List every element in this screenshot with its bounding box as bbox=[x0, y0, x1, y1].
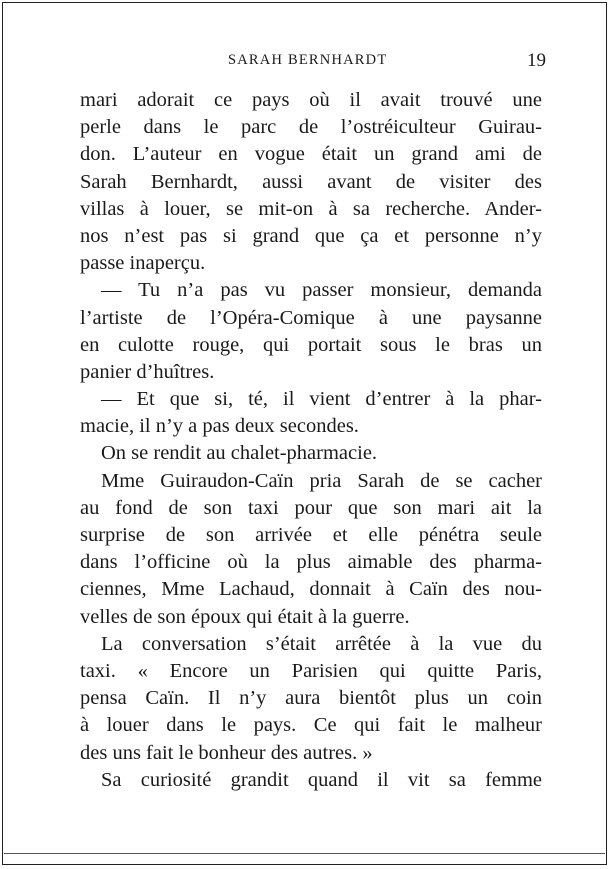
text-line: — Et que si, té, il vient d’entrer à la phar- bbox=[101, 388, 542, 411]
running-head: SARAH BERNHARDT bbox=[228, 52, 388, 68]
text-line: surprise de son arrivée et elle pénétra seule bbox=[80, 524, 542, 546]
text-line: en culotte rouge, qui portait sous le bras un bbox=[80, 333, 542, 356]
text-line: villas à louer, se mit-on à sa recherche. Ander- bbox=[80, 197, 542, 220]
text-line: des uns fait le bonheur des autres. » bbox=[80, 741, 373, 764]
text-line: dans l’officine où la plus aimable des pharma- bbox=[80, 551, 542, 574]
text-line: macie, il n’y a pas deux secondes. bbox=[80, 415, 359, 438]
text-line: à louer dans le pays. Ce qui fait le malheur bbox=[80, 714, 542, 737]
text-line: — Tu n’a pas vu passer monsieur, demanda bbox=[101, 279, 542, 302]
text-line: au fond de son taxi pour que son mari ait la bbox=[80, 496, 542, 519]
text-line: nos n’est pas si grand que ça et personne n’y bbox=[80, 224, 542, 247]
body-text bbox=[80, 87, 542, 794]
text-line: don. L’auteur en vogue était un grand ami de bbox=[80, 143, 542, 166]
text-line: La conversation s’était arrêtée à la vue du bbox=[101, 632, 542, 655]
bottom-rule bbox=[4, 853, 605, 854]
text-line: velles de son époux qui était à la guerre. bbox=[80, 605, 410, 628]
text-line: mari adorait ce pays où il avait trouvé une bbox=[80, 89, 542, 111]
text-line: perle dans le parc de l’ostréiculteur Guirau- bbox=[80, 116, 542, 139]
text-line: panier d’huîtres. bbox=[80, 360, 215, 383]
text-line: l’artiste de l’Opéra-Comique à une paysanne bbox=[80, 306, 542, 329]
text-line: On se rendit au chalet-pharmacie. bbox=[101, 442, 378, 465]
text-line: pensa Caïn. Il n’y aura bientôt plus un coin bbox=[80, 687, 542, 710]
text-line: passe inaperçu. bbox=[80, 252, 206, 275]
text-line: Sa curiosité grandit quand il vit sa femme bbox=[101, 768, 542, 791]
text-line: ciennes, Mme Lachaud, donnait à Caïn des nou- bbox=[80, 578, 542, 601]
text-line: Mme Guiraudon-Caïn pria Sarah de se cacher bbox=[101, 469, 542, 492]
page-header bbox=[80, 52, 546, 72]
text-line: Sarah Bernhardt, aussi avant de visiter des bbox=[80, 170, 542, 193]
text-line: taxi. « Encore un Parisien qui quitte Paris, bbox=[80, 659, 542, 682]
page-number: 19 bbox=[527, 50, 546, 71]
